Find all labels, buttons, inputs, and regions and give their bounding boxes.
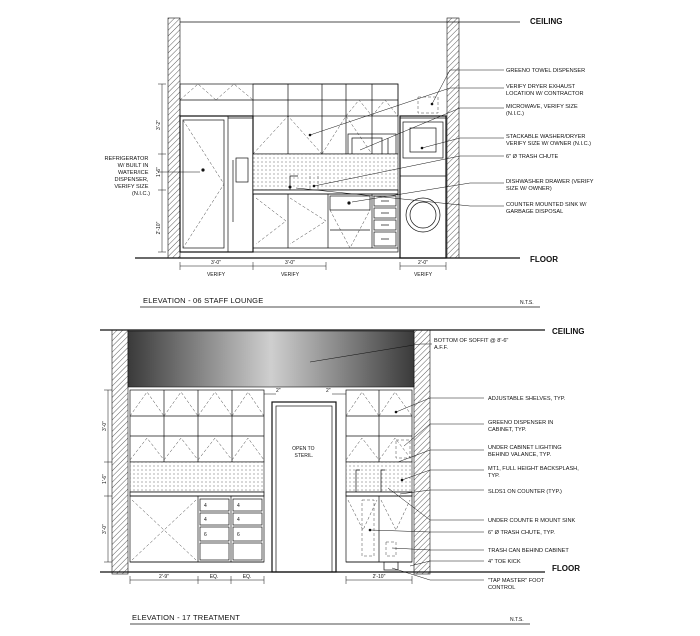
- soffit: [128, 331, 414, 387]
- left-counter: [130, 492, 264, 496]
- vdim-backsplash: 1'-6": [156, 167, 162, 177]
- vdim-upper-2: 3'-0": [102, 421, 108, 431]
- washer-dryer: [400, 116, 446, 258]
- refrigerator: [180, 116, 253, 252]
- right-counter: [346, 492, 412, 496]
- right-wall-hatch-2: [414, 330, 430, 574]
- drawer-num-5: 6: [204, 532, 207, 538]
- drawer-num-2: 4: [237, 503, 240, 509]
- note-under-cabinet-lighting: UNDER CABINET LIGHTING BEHIND VALANCE, TYP.: [488, 445, 562, 458]
- drawer-num-4: 4: [237, 517, 240, 523]
- note-trash-chute: 6" Ø TRASH CHUTE: [506, 154, 559, 160]
- top-dim-left: 2": [276, 388, 281, 394]
- note-dryer-exhaust: VERIFY DRYER EXHAUST LOCATION W/ CONTRACTOR: [506, 84, 584, 97]
- countertop: [253, 190, 398, 194]
- left-backsplash: [130, 462, 264, 492]
- trash-can: [386, 542, 396, 556]
- note-towel-dispenser: GREENO TOWEL DISPENSER: [506, 68, 586, 74]
- soffit-note: BOTTOM OF SOFFIT @ 8'-6" A.F.F.: [434, 338, 509, 351]
- elevation-treatment: [100, 327, 584, 624]
- note-microwave: MICROWAVE, VERIFY SIZE (N.I.C.): [506, 104, 578, 117]
- hdim-washer: 2'-0": [418, 260, 428, 266]
- left-wall-hatch-2: [112, 330, 128, 574]
- hdim-refrigerator: 3'-0": [211, 260, 221, 266]
- ceiling-label: CEILING: [530, 17, 563, 26]
- note-tap-master: "TAP MASTER" FOOT CONTROL: [488, 578, 545, 591]
- hdim-eq-1: EQ.: [209, 574, 219, 580]
- refrigerator-note: REFRIGERATOR W/ BUILT IN WATER/ICE DISPENSER, VERIFY SIZE (N.I.C.): [104, 156, 150, 197]
- washer-door: [406, 198, 440, 232]
- vdim-base-2: 3'-0": [102, 524, 108, 534]
- note-sink: COUNTER MOUNTED SINK W/ GARBAGE DISPOSAL: [506, 202, 587, 215]
- vdim-backsplash-2: 1'-6": [102, 474, 108, 484]
- elevation-1-title: ELEVATION - 06 STAFF LOUNGE: [143, 296, 264, 305]
- backsplash: [253, 154, 398, 190]
- verify-3: VERIFY: [413, 272, 433, 278]
- floor-label-2: FLOOR: [552, 564, 580, 573]
- verify-2: VERIFY: [280, 272, 300, 278]
- left-base-cabinets: [130, 496, 264, 562]
- left-upper-cabinets: [130, 390, 264, 462]
- tap-master-control: [384, 562, 398, 570]
- dryer-exhaust: [418, 97, 438, 113]
- hdim-eq-2: EQ.: [242, 574, 252, 580]
- note-toe-kick: 4" TOE KICK: [488, 559, 521, 565]
- floor-label: FLOOR: [530, 255, 558, 264]
- note-greeno-dispenser: GREENO DISPENSER IN CABINET, TYP.: [488, 420, 554, 433]
- vdim-base: 2'-10": [156, 221, 162, 235]
- door-label: OPEN TO STERIL.: [292, 446, 315, 459]
- ceiling-label-2: CEILING: [552, 327, 585, 336]
- note-washer-dryer: STACKABLE WASHER/DRYER VERIFY SIZE W/ OWNER (N.I.C.): [506, 134, 592, 147]
- note-adjustable-shelves: ADJUSTABLE SHELVES, TYP.: [488, 396, 566, 402]
- hdim-right-base: 2'-10": [372, 574, 386, 580]
- drawer-num-1: 4: [204, 503, 207, 509]
- note-dishwasher: DISHWASHER DRAWER (VERIFY SIZE W/ OWNER): [506, 179, 594, 192]
- upper-cabinets: [253, 84, 398, 154]
- note-backsplash: MT1, FULL HEIGHT BACKSPLASH, TYP.: [488, 466, 579, 479]
- note-trash-chute-2: 6" Ø TRASH CHUTE, TYP.: [488, 530, 555, 536]
- note-counter: SLDS1 ON COUNTER (TYP.): [488, 489, 562, 495]
- elevation-2-title: ELEVATION - 17 TREATMENT: [132, 613, 241, 622]
- verify-1: VERIFY: [206, 272, 226, 278]
- note-undermount-sink: UNDER COUNTE R MOUNT SINK: [488, 518, 576, 524]
- elevation-2-scale: N.T.S.: [510, 617, 524, 623]
- elevation-1-scale: N.T.S.: [520, 300, 534, 306]
- elevation-staff-lounge: [105, 17, 594, 307]
- vdim-upper: 3'-2": [156, 120, 162, 130]
- top-dim-right: 2": [326, 388, 331, 394]
- water-dispenser: [236, 158, 248, 182]
- drawer-num-6: 6: [237, 532, 240, 538]
- left-wall-hatch: [168, 18, 180, 258]
- note-trash-can: TRASH CAN BEHIND CABINET: [488, 548, 569, 554]
- hdim-sink: 3'-0": [285, 260, 295, 266]
- right-wall-hatch: [447, 18, 459, 258]
- drawer-num-3: 4: [204, 517, 207, 523]
- base-cabinets: [253, 194, 398, 252]
- hdim-left-base: 2'-9": [159, 574, 169, 580]
- door-opening: [272, 402, 336, 572]
